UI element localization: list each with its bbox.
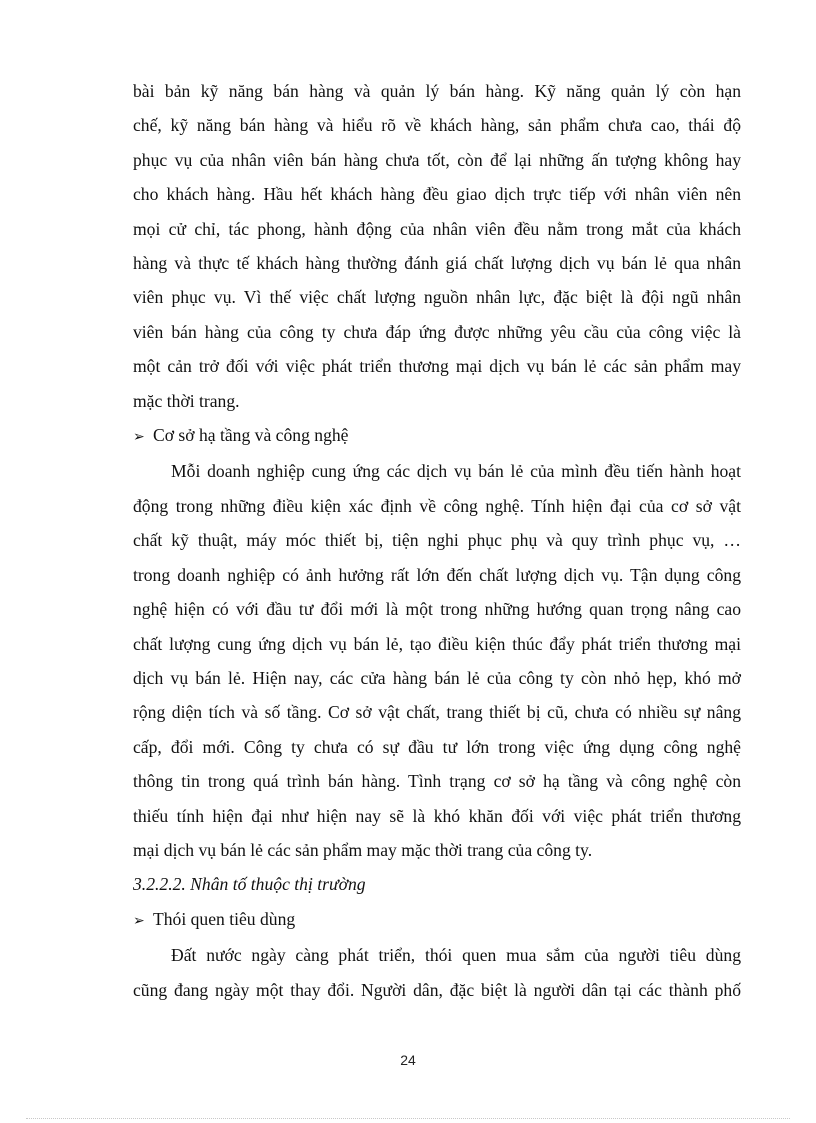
document-body: [133, 74, 741, 1007]
text-line: chất kỹ thuật, máy móc thiết bị, tiện nghi phục phụ và quy trình phục vụ, …: [133, 530, 741, 551]
text-line: cũng đang ngày một thay đổi. Người dân, đặc biệt là người dân tại các thành phố: [133, 979, 741, 1000]
text-line: viên bán hàng của công ty chưa đáp ứng được những yêu cầu của công việc là: [133, 321, 741, 342]
arrow-bullet-icon: ➢: [133, 429, 145, 446]
text-line: chế, kỹ năng bán hàng và hiểu rõ về khách hàng, sản phẩm chưa cao, thái độ: [133, 115, 741, 136]
text-line: Mỗi doanh nghiệp cung ứng các dịch vụ bán lẻ của mình đều tiến hành hoạt: [171, 461, 741, 482]
text-line: thông tin trong quá trình bán hàng. Tình trạng cơ sở hạ tầng và công nghệ còn: [133, 771, 741, 792]
text-line: động trong những điều kiện xác định về công nghệ. Tính hiện đại của cơ sở vật: [133, 495, 741, 516]
text-line: rộng diện tích và số tầng. Cơ sở vật chất, trang thiết bị cũ, chưa có nhiều sự nâng: [133, 702, 741, 723]
text-line: mọi cử chỉ, tác phong, hành động của nhân viên đều nằm trong mắt của khách: [133, 218, 741, 239]
text-line: hàng và thực tế khách hàng thường đánh giá chất lượng dịch vụ bán lẻ qua nhân: [133, 253, 741, 274]
bullet-infrastructure: [133, 418, 741, 454]
bullet-label: Thói quen tiêu dùng: [153, 908, 296, 929]
text-line: cấp, đổi mới. Công ty chưa có sự đầu tư lớn trong việc ứng dụng công nghệ: [133, 736, 741, 757]
text-line: mại dịch vụ bán lẻ các sản phẩm may mặc thời trang của công ty.: [133, 839, 593, 860]
paragraph-consumer-habits: [133, 938, 741, 1007]
text-line: cho khách hàng. Hầu hết khách hàng đều giao dịch trực tiếp với nhân viên nên: [133, 184, 741, 205]
text-line: một cản trở đối với việc phát triển thương mại dịch vụ bán lẻ các sản phẩm may: [133, 356, 741, 377]
text-line: nghệ hiện có với đầu tư đổi mới là một trong những hướng quan trọng nâng cao: [133, 599, 741, 620]
text-line: phục vụ của nhân viên bán hàng chưa tốt, còn để lại những ấn tượng không hay: [133, 149, 741, 170]
text-line: bài bản kỹ năng bán hàng và quản lý bán hàng. Kỹ năng quản lý còn hạn: [133, 81, 741, 101]
section-heading: 3.2.2.2. Nhân tố thuộc thị trường: [133, 874, 366, 895]
footer-divider: [26, 1118, 790, 1119]
arrow-bullet-icon: ➢: [133, 912, 145, 929]
page-number: 24: [400, 1052, 416, 1068]
text-line: Đất nước ngày càng phát triển, thói quen mua sắm của người tiêu dùng: [171, 945, 741, 966]
paragraph-infrastructure: [133, 454, 741, 867]
text-line: chất lượng cung ứng dịch vụ bán lẻ, tạo điều kiện thúc đẩy phát triển thương mại: [133, 633, 741, 654]
bullet-consumer-habits: [133, 902, 741, 938]
text-line: thiếu tính hiện đại như hiện nay sẽ là khó khăn đối với việc phát triển thương: [133, 805, 741, 826]
text-line: viên phục vụ. Vì thế việc chất lượng nguồn nhân lực, đặc biệt là đội ngũ nhân: [133, 287, 741, 308]
text-line: trong doanh nghiệp có ảnh hưởng rất lớn đến chất lượng dịch vụ. Tận dụng công: [133, 564, 741, 585]
paragraph-staff-quality: [133, 74, 741, 418]
bullet-label: Cơ sở hạ tầng và công nghệ: [153, 425, 349, 446]
text-line: mặc thời trang.: [133, 390, 240, 411]
text-line: dịch vụ bán lẻ. Hiện nay, các cửa hàng bán lẻ của công ty còn nhỏ hẹp, khó mở: [133, 667, 741, 688]
